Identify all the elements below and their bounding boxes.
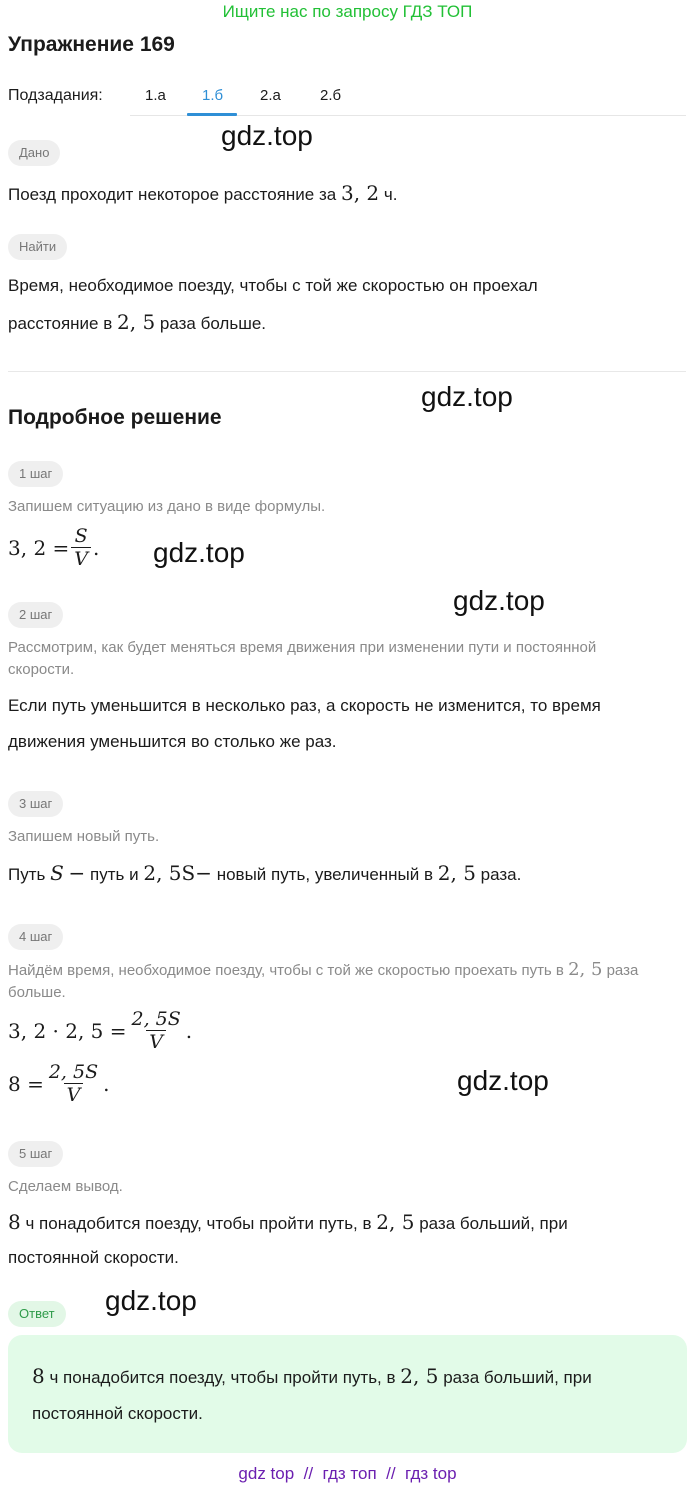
tab-2b[interactable]: 2.б — [320, 87, 342, 104]
page-title: Упражнение 169 — [8, 33, 175, 56]
step-4-formula-2 — [8, 1061, 109, 1106]
find-text-line2 — [8, 304, 266, 342]
answer-pill: Ответ — [8, 1301, 66, 1327]
step-5-pill-wrap — [8, 1141, 63, 1167]
given-pill: Дано — [8, 140, 60, 166]
step-pill: 3 шаг — [8, 791, 63, 817]
formula-tail: . — [185, 1018, 193, 1043]
text-fragment: раза больший, при — [419, 1214, 568, 1233]
formula-tail: . — [93, 535, 100, 560]
step-3-text — [8, 855, 521, 893]
hint-fragment: раза — [606, 962, 639, 979]
fraction-denominator: V — [64, 1083, 84, 1106]
step-4-formula-1 — [8, 1008, 192, 1053]
step-5-text-line1 — [8, 1204, 568, 1242]
watermark: gdz.top — [457, 1065, 549, 1096]
hint-fragment: Найдём время, необходимое поезду, чтобы с той же скоростью проехать путь в — [8, 962, 564, 979]
formula-lhs: 8 = — [8, 1071, 44, 1096]
text-fragment: ч понадобится поезду, чтобы пройти путь, в — [25, 1214, 372, 1233]
step-pill: 4 шаг — [8, 924, 63, 950]
math-new-path: 2, 5S− — [143, 861, 212, 885]
answer-text-line1 — [32, 1358, 592, 1396]
formula-tail: . — [103, 1071, 110, 1096]
formula-lhs: 3, 2 · 2, 5 = — [8, 1018, 127, 1043]
step-3-hint: Запишем новый путь. — [8, 828, 160, 845]
step-3-pill-wrap — [8, 791, 63, 817]
find-line2-start: расстояние в — [8, 314, 113, 333]
text-fragment: новый путь, увеличенный в — [216, 865, 434, 884]
step-5-text-line2: постоянной скорости. — [8, 1248, 179, 1267]
fraction-denominator: V — [146, 1030, 166, 1053]
answer-text-line2: постоянной скорости. — [32, 1404, 203, 1423]
given-text-start: Поезд проходит некоторое расстояние за — [8, 185, 337, 204]
hint-value: 2, 5 — [568, 959, 603, 980]
text-fragment: раза. — [480, 865, 522, 884]
fraction-denominator: V — [71, 547, 91, 570]
tab-2a[interactable]: 2.а — [260, 87, 281, 104]
search-banner: Ищите нас по запросу ГДЗ ТОП — [222, 2, 473, 21]
given-value: 3, 2 — [340, 181, 380, 205]
given-section — [8, 140, 60, 166]
math-value: 2, 5 — [376, 1210, 415, 1234]
footer-link-gdz-top-mixed[interactable]: гдз top — [405, 1464, 457, 1483]
watermark: gdz.top — [221, 120, 313, 151]
step-1-formula — [8, 525, 99, 570]
step-2-hint-line1: Рассмотрим, как будет меняться время движения при изменении пути и постоянной — [8, 639, 597, 656]
step-2-text-line1: Если путь уменьшится в несколько раз, а скорость не изменится, то время — [8, 696, 601, 715]
fraction — [129, 1008, 184, 1053]
step-1-pill-wrap — [8, 461, 63, 487]
given-text — [8, 175, 397, 213]
watermark: gdz.top — [421, 381, 513, 412]
footer-separator: // — [386, 1464, 396, 1483]
step-4-hint-line1 — [8, 959, 638, 982]
math-value: 8 — [8, 1210, 21, 1234]
active-tab-indicator — [187, 113, 237, 116]
step-2-pill-wrap — [8, 602, 63, 628]
math-value: 2, 5 — [400, 1364, 439, 1388]
watermark: gdz.top — [453, 585, 545, 616]
fraction — [71, 525, 91, 570]
fraction-numerator: 2, 5S — [48, 1061, 99, 1083]
fraction — [46, 1061, 101, 1106]
step-4-hint-line2: больше. — [8, 984, 66, 1001]
footer-link-gdz-top[interactable]: gdz top — [238, 1464, 295, 1483]
tab-1a[interactable]: 1.а — [145, 87, 166, 104]
text-fragment: путь и — [90, 865, 139, 884]
given-text-end: ч. — [383, 185, 398, 204]
answer-pill-wrap — [8, 1301, 66, 1327]
footer-link-gdz-top-ru[interactable]: гдз топ — [322, 1464, 377, 1483]
section-divider — [8, 371, 686, 372]
find-section — [8, 234, 67, 260]
step-2-hint-line2: скорости. — [8, 661, 75, 678]
text-fragment: Путь — [8, 865, 46, 884]
solution-heading: Подробное решение — [8, 406, 222, 429]
footer-separator: // — [303, 1464, 314, 1483]
fraction-numerator: 2, 5S — [131, 1008, 181, 1030]
math-dash: − — [68, 861, 86, 885]
math-value: 8 — [32, 1364, 45, 1388]
tab-1b[interactable]: 1.б — [202, 87, 224, 104]
footer-links — [0, 1464, 695, 1484]
step-pill: 2 шаг — [8, 602, 63, 628]
watermark: gdz.top — [153, 537, 245, 568]
fraction-numerator: S — [74, 525, 88, 547]
find-pill: Найти — [8, 234, 67, 260]
text-fragment: раза больший, при — [443, 1368, 592, 1387]
text-fragment: ч понадобится поезду, чтобы пройти путь, в — [49, 1368, 396, 1387]
find-value: 2, 5 — [117, 310, 156, 334]
formula-lhs: 3, 2 = — [8, 535, 70, 560]
step-1-hint: Запишем ситуацию из дано в виде формулы. — [8, 498, 326, 515]
watermark: gdz.top — [105, 1285, 197, 1316]
find-text-line1: Время, необходимое поезду, чтобы с той же скоростью он проехал — [8, 276, 538, 295]
subtasks-label: Подзадания: — [8, 87, 103, 104]
step-5-hint: Сделаем вывод. — [8, 1178, 123, 1195]
step-2-text-line2: движения уменьшится во столько же раз. — [8, 732, 337, 751]
step-pill: 1 шаг — [8, 461, 63, 487]
step-4-pill-wrap — [8, 924, 63, 950]
math-value: 2, 5 — [437, 861, 476, 885]
math-S: S — [50, 861, 64, 885]
step-pill: 5 шаг — [8, 1141, 63, 1167]
find-line2-end: раза больше. — [159, 314, 267, 333]
